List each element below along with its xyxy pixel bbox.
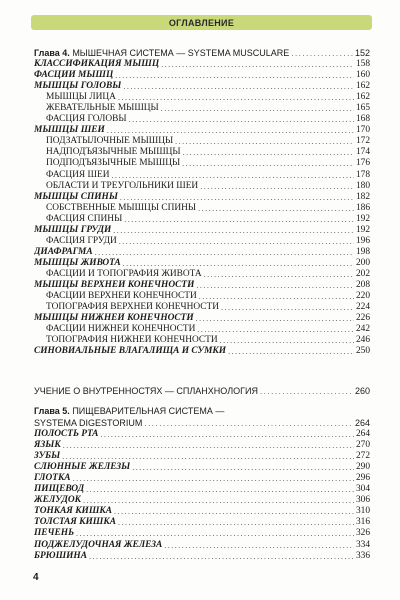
- toc-entry[interactable]: [34, 495, 370, 506]
- toc-subentry-label: НАДПОДЪЯЗЫЧНЫЕ МЫШЦЫ: [46, 147, 181, 158]
- toc-subentry[interactable]: [34, 147, 370, 158]
- leader-dots: [76, 528, 354, 539]
- toc-entry-label: МЫШЦЫ ГРУДИ: [34, 224, 112, 235]
- toc-subentry[interactable]: [34, 169, 370, 180]
- leader-dots: [123, 81, 354, 92]
- leader-dots: [86, 484, 354, 495]
- toc-subentry-label: МЫШЦЫ ЛИЦА: [46, 92, 116, 103]
- leader-dots: [228, 346, 354, 357]
- leader-dots: [129, 114, 354, 125]
- leader-dots: [83, 495, 354, 506]
- toc-subentry-label: ФАСЦИЯ ШЕИ: [46, 169, 110, 180]
- toc-entry-page: 246: [355, 335, 370, 346]
- toc-subentry-label: ПОДПОДЪЯЗЫЧНЫЕ МЫШЦЫ: [46, 158, 181, 169]
- leader-dots: [260, 386, 353, 397]
- toc-entry[interactable]: [34, 484, 370, 495]
- toc-header: [31, 15, 372, 30]
- toc-entry[interactable]: [34, 280, 370, 291]
- chapter-4-prefix: Глава 4.: [34, 48, 70, 58]
- toc-entry[interactable]: [34, 517, 370, 528]
- section-title: УЧЕНИЕ О ВНУТРЕННОСТЯХ — СПЛАНХНОЛОГИЯ: [34, 386, 258, 396]
- toc-entry[interactable]: [34, 125, 370, 136]
- toc-entry-label: МЫШЦЫ ШЕИ: [34, 125, 105, 136]
- toc-entry-page: 162: [355, 81, 370, 92]
- leader-dots: [196, 313, 354, 324]
- toc-subentry-label: ФАСЦИЯ ГРУДИ: [46, 235, 117, 246]
- toc-entry-label: МЫШЦЫ ЖИВОТА: [34, 257, 121, 268]
- toc-entry[interactable]: [34, 225, 370, 236]
- toc-entry-label: ГЛОТКА: [34, 473, 71, 484]
- toc-entry-page: 336: [355, 550, 370, 561]
- toc-entry-page: 250: [355, 346, 370, 357]
- toc-entry-label: ЗУБЫ: [34, 451, 61, 462]
- leader-dots: [100, 429, 354, 440]
- toc-entry-page: 174: [355, 147, 370, 158]
- leader-dots: [204, 269, 354, 280]
- toc-entry-label: БРЮШИНА: [34, 550, 87, 561]
- toc-entry[interactable]: [34, 429, 370, 440]
- toc-entry-label: СЛЮННЫЕ ЖЕЛЕЗЫ: [34, 462, 131, 473]
- toc-entry-page: 196: [355, 235, 370, 246]
- leader-dots: [161, 59, 354, 70]
- toc-subentry[interactable]: [34, 291, 370, 302]
- leader-dots: [118, 92, 354, 103]
- section-page: 260: [354, 386, 370, 396]
- chapter-5-heading-line2[interactable]: [34, 417, 370, 429]
- toc-entry-label: ДИАФРАГМА: [34, 246, 93, 257]
- toc-entry-page: 180: [355, 180, 370, 191]
- toc-entry-page: 326: [355, 528, 370, 539]
- toc-entry[interactable]: [34, 247, 370, 258]
- toc-entry-label: МЫШЦЫ СПИНЫ: [34, 191, 118, 202]
- leader-dots: [119, 236, 354, 247]
- toc-entry[interactable]: [34, 473, 370, 484]
- leader-dots: [164, 540, 354, 551]
- leader-dots: [111, 170, 353, 181]
- chapter-4-heading[interactable]: [34, 47, 370, 59]
- toc-subentry[interactable]: [34, 181, 370, 192]
- toc-entry[interactable]: [34, 346, 370, 357]
- toc-entry-label: ПИЩЕВОД: [34, 484, 85, 495]
- toc-subentry[interactable]: [34, 214, 370, 225]
- leader-dots: [175, 136, 354, 147]
- toc-entry-label: СИНОВИАЛЬНЫЕ ВЛАГАЛИЩА И СУМКИ: [34, 346, 227, 357]
- toc-subentry[interactable]: [34, 203, 370, 214]
- leader-dots: [95, 247, 354, 258]
- toc-entry-label: ТОНКАЯ КИШКА: [34, 506, 113, 517]
- toc-entry-page: 334: [355, 539, 370, 550]
- leader-dots: [124, 214, 354, 225]
- toc-entry-page: 290: [355, 462, 370, 473]
- chapter-5-heading-line1[interactable]: [34, 405, 370, 417]
- toc-entry-page: 226: [355, 313, 370, 324]
- toc-entry-label: ЯЗЫК: [34, 440, 61, 451]
- toc-subentry-label: ФАСЦИИ НИЖНЕЙ КОНЕЧНОСТИ: [46, 324, 196, 335]
- toc-entry[interactable]: [34, 440, 370, 451]
- toc-entry-page: 202: [355, 268, 370, 279]
- section-block: [34, 385, 370, 397]
- toc-entry[interactable]: [34, 528, 370, 539]
- toc-entry[interactable]: [34, 70, 370, 81]
- toc-entry-label: МЫШЦЫ НИЖНЕЙ КОНЕЧНОСТИ: [34, 313, 194, 324]
- toc-entry-label: ПОЛОСТЬ РТА: [34, 429, 99, 440]
- leader-dots: [221, 302, 354, 313]
- toc-entry-page: 264: [355, 429, 370, 440]
- toc-entry[interactable]: [34, 551, 370, 562]
- toc-subentry[interactable]: [34, 335, 370, 346]
- toc-entry-page: 162: [355, 92, 370, 103]
- toc-entry[interactable]: [34, 258, 370, 269]
- toc-entry[interactable]: [34, 451, 370, 462]
- toc-header-title: ОГЛАВЛЕНИЕ: [168, 17, 235, 28]
- toc-entry[interactable]: [34, 192, 370, 203]
- chapter-5-page: 264: [354, 418, 370, 428]
- toc-entry-label: ФАСЦИИ МЫШЦ: [34, 70, 114, 81]
- toc-entry-page: 316: [355, 517, 370, 528]
- toc-entry-label: МЫШЦЫ ВЕРХНЕЙ КОНЕЧНОСТИ: [34, 279, 195, 290]
- toc-subentry-label: СОБСТВЕННЫЕ МЫШЦЫ СПИНЫ: [46, 202, 197, 213]
- toc-entry-page: 310: [355, 506, 370, 517]
- toc-entry-page: 168: [355, 114, 370, 125]
- leader-dots: [89, 551, 354, 562]
- toc-subentry-label: ЖЕВАТЕЛЬНЫЕ МЫШЦЫ: [46, 103, 159, 114]
- toc-entry[interactable]: [34, 313, 370, 324]
- toc-entry-label: ПОДЖЕЛУДОЧНАЯ ЖЕЛЕЗА: [34, 539, 163, 550]
- leader-dots: [200, 181, 354, 192]
- toc-entry-page: 192: [355, 224, 370, 235]
- toc-subentry[interactable]: [34, 103, 370, 114]
- toc-entry-page: 192: [355, 213, 370, 224]
- toc-entry-page: 296: [355, 473, 370, 484]
- toc-entry[interactable]: [34, 506, 370, 517]
- leader-dots: [113, 225, 354, 236]
- toc-subentry[interactable]: [34, 324, 370, 335]
- leader-dots: [220, 335, 354, 346]
- chapter-5-title-latin: SYSTEMA DIGESTORIUM: [34, 418, 143, 428]
- toc-entry-label: МЫШЦЫ ГОЛОВЫ: [34, 81, 122, 92]
- chapter-5-title: ПИЩЕВАРИТЕЛЬНАЯ СИСТЕМА —: [69, 406, 225, 416]
- chapter-4-block: [34, 47, 370, 357]
- leader-dots: [161, 103, 354, 114]
- toc-subentry-label: ТОПОГРАФИЯ НИЖНЕЙ КОНЕЧНОСТИ: [46, 335, 218, 346]
- toc-entry-page: 158: [355, 59, 370, 70]
- toc-entry-page: 165: [355, 103, 370, 114]
- toc-entry-label: ПЕЧЕНЬ: [34, 528, 75, 539]
- leader-dots: [114, 506, 354, 517]
- leader-dots: [118, 517, 354, 528]
- toc-entry-page: 178: [355, 169, 370, 180]
- toc-subentry-label: ТОПОГРАФИЯ ВЕРХНЕЙ КОНЕЧНОСТИ: [46, 302, 219, 313]
- leader-dots: [196, 280, 354, 291]
- toc-entry-page: 306: [355, 495, 370, 506]
- toc-subentry-label: ПОДЗАТЫЛОЧНЫЕ МЫШЦЫ: [46, 136, 174, 147]
- toc-entry-page: 200: [355, 257, 370, 268]
- toc-entry-page: 224: [355, 302, 370, 313]
- toc-entry-page: 272: [355, 451, 370, 462]
- toc-entry-page: 242: [355, 324, 370, 335]
- leader-dots: [182, 158, 354, 169]
- toc-entry-page: 170: [355, 125, 370, 136]
- chapter-5-prefix: Глава 5.: [34, 406, 70, 416]
- toc-entry[interactable]: [34, 462, 370, 473]
- toc-subentry[interactable]: [34, 114, 370, 125]
- leader-dots: [115, 70, 354, 81]
- chapter-5-block: [34, 405, 370, 562]
- leader-dots: [107, 125, 354, 136]
- toc-entry-label: КЛАССИФИКАЦИЯ МЫШЦ: [34, 59, 160, 70]
- leader-dots: [63, 440, 354, 451]
- toc-entry-page: 182: [355, 191, 370, 202]
- toc-entry-page: 208: [355, 279, 370, 290]
- toc-entry-page: 160: [355, 70, 370, 81]
- toc-entry-page: 186: [355, 202, 370, 213]
- toc-entry-page: 198: [355, 246, 370, 257]
- toc-subentry[interactable]: [34, 236, 370, 247]
- leader-dots: [62, 451, 354, 462]
- toc-subentry-label: ФАСЦИИ И ТОПОГРАФИЯ ЖИВОТА: [46, 268, 202, 279]
- toc-entry[interactable]: [34, 59, 370, 70]
- leader-dots: [73, 473, 354, 484]
- toc-entry-page: 172: [355, 136, 370, 147]
- toc-subentry[interactable]: [34, 136, 370, 147]
- toc-subentry-label: ОБЛАСТИ И ТРЕУГОЛЬНИКИ ШЕИ: [46, 180, 199, 191]
- toc-entry-page: 220: [355, 291, 370, 302]
- toc-subentry[interactable]: [34, 92, 370, 103]
- toc-subentry-label: ФАСЦИЯ ГОЛОВЫ: [46, 114, 127, 125]
- toc-entry-page: 270: [355, 440, 370, 451]
- toc-subentry-label: ФАСЦИЯ СПИНЫ: [46, 213, 123, 224]
- toc-entry[interactable]: [34, 539, 370, 550]
- toc-subentry[interactable]: [34, 269, 370, 280]
- toc-entry-page: 304: [355, 484, 370, 495]
- leader-dots: [197, 324, 354, 335]
- leader-dots: [144, 418, 353, 429]
- toc-subentry-label: ФАСЦИИ ВЕРХНЕЙ КОНЕЧНОСТИ: [46, 291, 197, 302]
- section-heading[interactable]: [34, 385, 370, 397]
- chapter-4-page: 152: [354, 48, 370, 58]
- toc-entry-label: ЖЕЛУДОК: [34, 495, 81, 506]
- toc-entry[interactable]: [34, 81, 370, 92]
- toc-entry-page: 176: [355, 158, 370, 169]
- leader-dots: [291, 48, 353, 59]
- page-number: 4: [33, 572, 39, 583]
- chapter-4-title: МЫШЕЧНАЯ СИСТЕМА — SYSTEMA MUSCULARE: [69, 48, 290, 58]
- leader-dots: [132, 462, 354, 473]
- leader-dots: [123, 258, 354, 269]
- leader-dots: [183, 147, 354, 158]
- toc-entry-label: ТОЛСТАЯ КИШКА: [34, 517, 116, 528]
- toc-subentry[interactable]: [34, 302, 370, 313]
- leader-dots: [198, 203, 354, 214]
- toc-subentry[interactable]: [34, 158, 370, 169]
- leader-dots: [199, 291, 354, 302]
- leader-dots: [120, 192, 354, 203]
